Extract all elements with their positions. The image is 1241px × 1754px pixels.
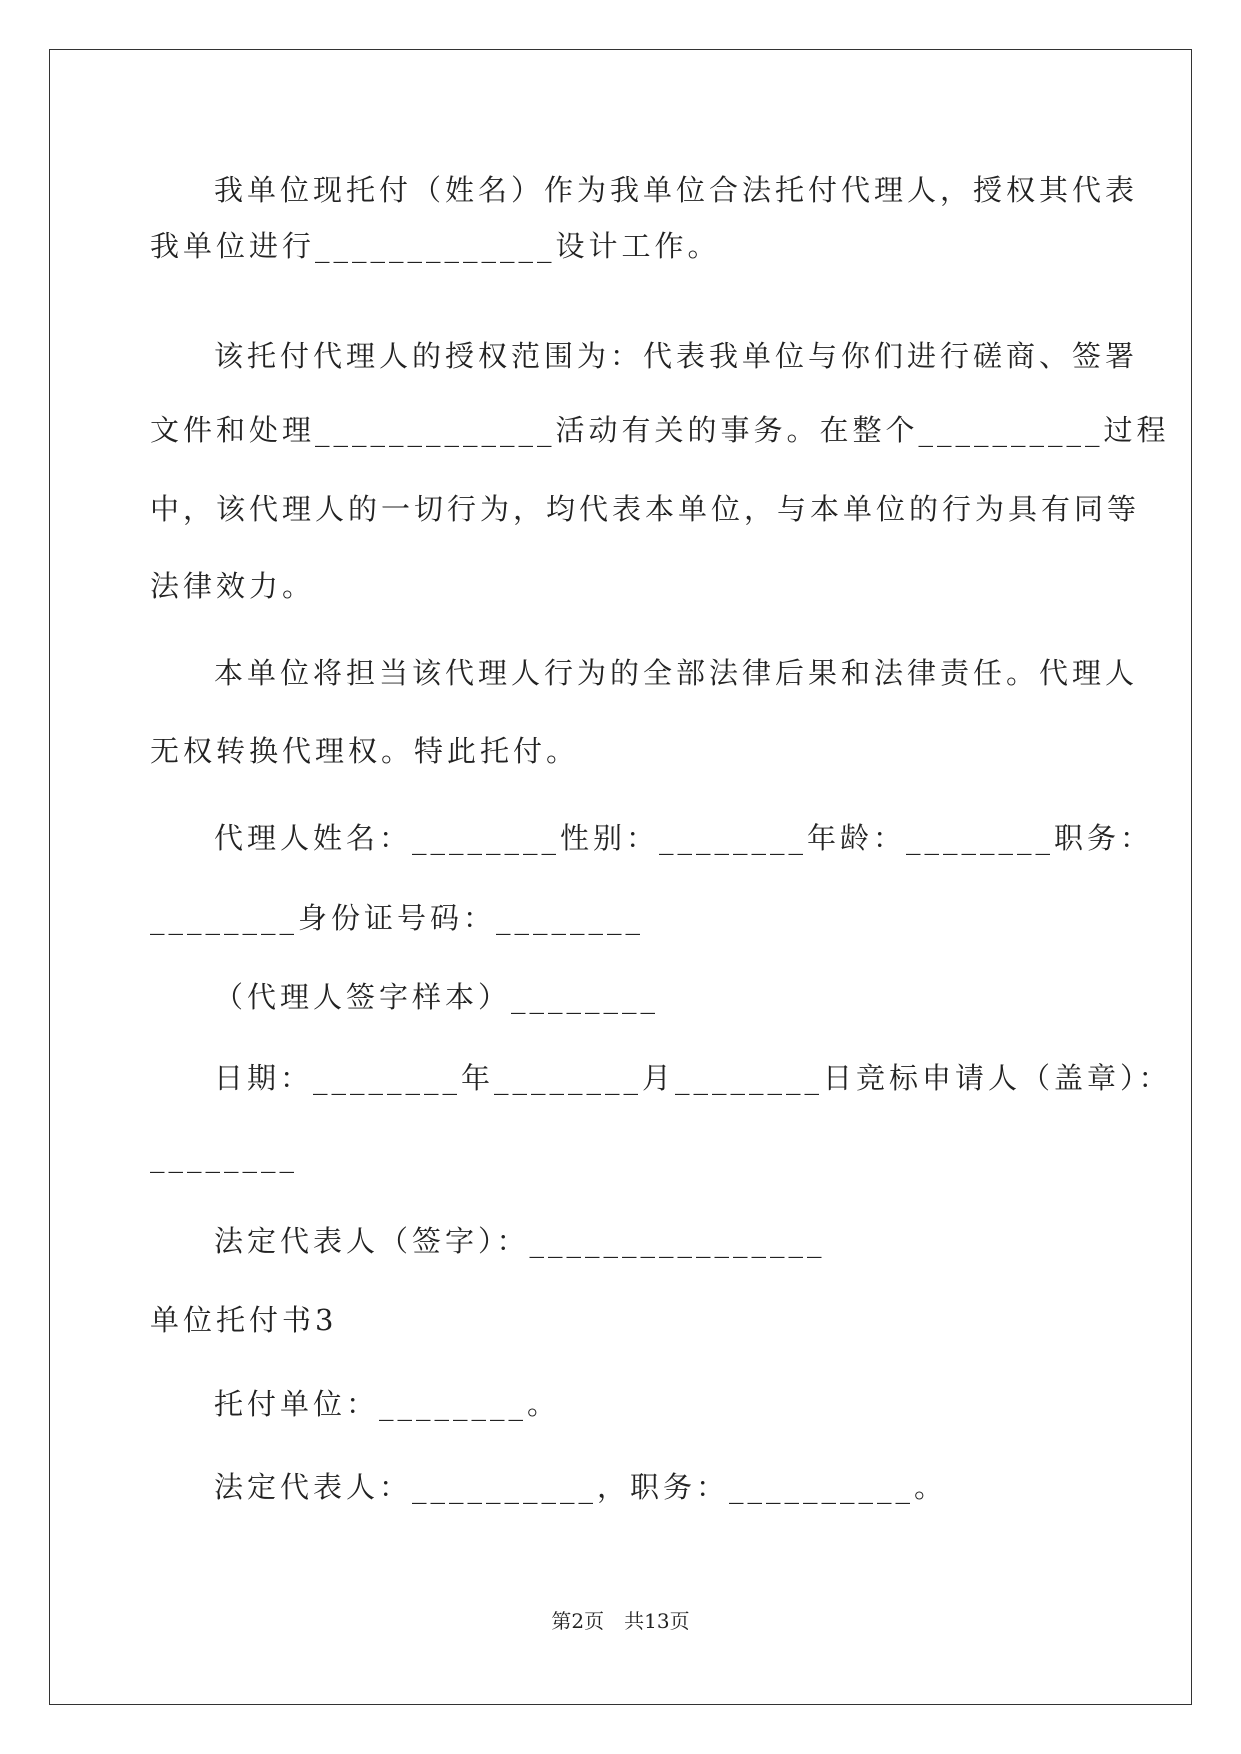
legal-rep-line: 法定代表人：__________，职务：__________。 (214, 1470, 948, 1504)
paragraph-2-line-1: 该托付代理人的授权范围为：代表我单位与你们进行磋商、签署 (214, 339, 1139, 373)
agent-info-line-2: ________身份证号码：________ (150, 901, 645, 935)
page-border (49, 49, 1192, 1705)
paragraph-3-line-1: 本单位将担当该代理人行为的全部法律后果和法律责任。代理人 (214, 656, 1139, 690)
paragraph-3-line-2: 无权转换代理权。特此托付。 (150, 734, 580, 768)
paragraph-1-line-2: 我单位进行_____________设计工作。 (150, 229, 721, 263)
legal-rep-signature-line: 法定代表人（签字）：________________ (214, 1224, 826, 1258)
page-number-footer: 第2页 共13页 (551, 1609, 690, 1633)
paragraph-1-line-1: 我单位现托付（姓名）作为我单位合法托付代理人，授权其代表 (214, 173, 1139, 207)
section-heading: 单位托付书3 (150, 1303, 338, 1337)
paragraph-2-line-4: 法律效力。 (150, 569, 316, 603)
paragraph-2-line-3: 中，该代理人的一切行为，均代表本单位，与本单位的行为具有同等 (150, 492, 1141, 526)
agent-info-line-1: 代理人姓名：________性别：________年龄：________职务： (214, 821, 1154, 855)
signature-sample-line: （代理人签字样本）________ (214, 980, 660, 1014)
entrusting-unit-line: 托付单位：________。 (214, 1387, 561, 1421)
paragraph-2-line-2: 文件和处理_____________活动有关的事务。在整个__________过程 (150, 413, 1170, 447)
date-line-continued: ________ (150, 1139, 298, 1173)
date-line: 日期：________年________月________日竞标申请人（盖章）： (214, 1061, 1172, 1095)
